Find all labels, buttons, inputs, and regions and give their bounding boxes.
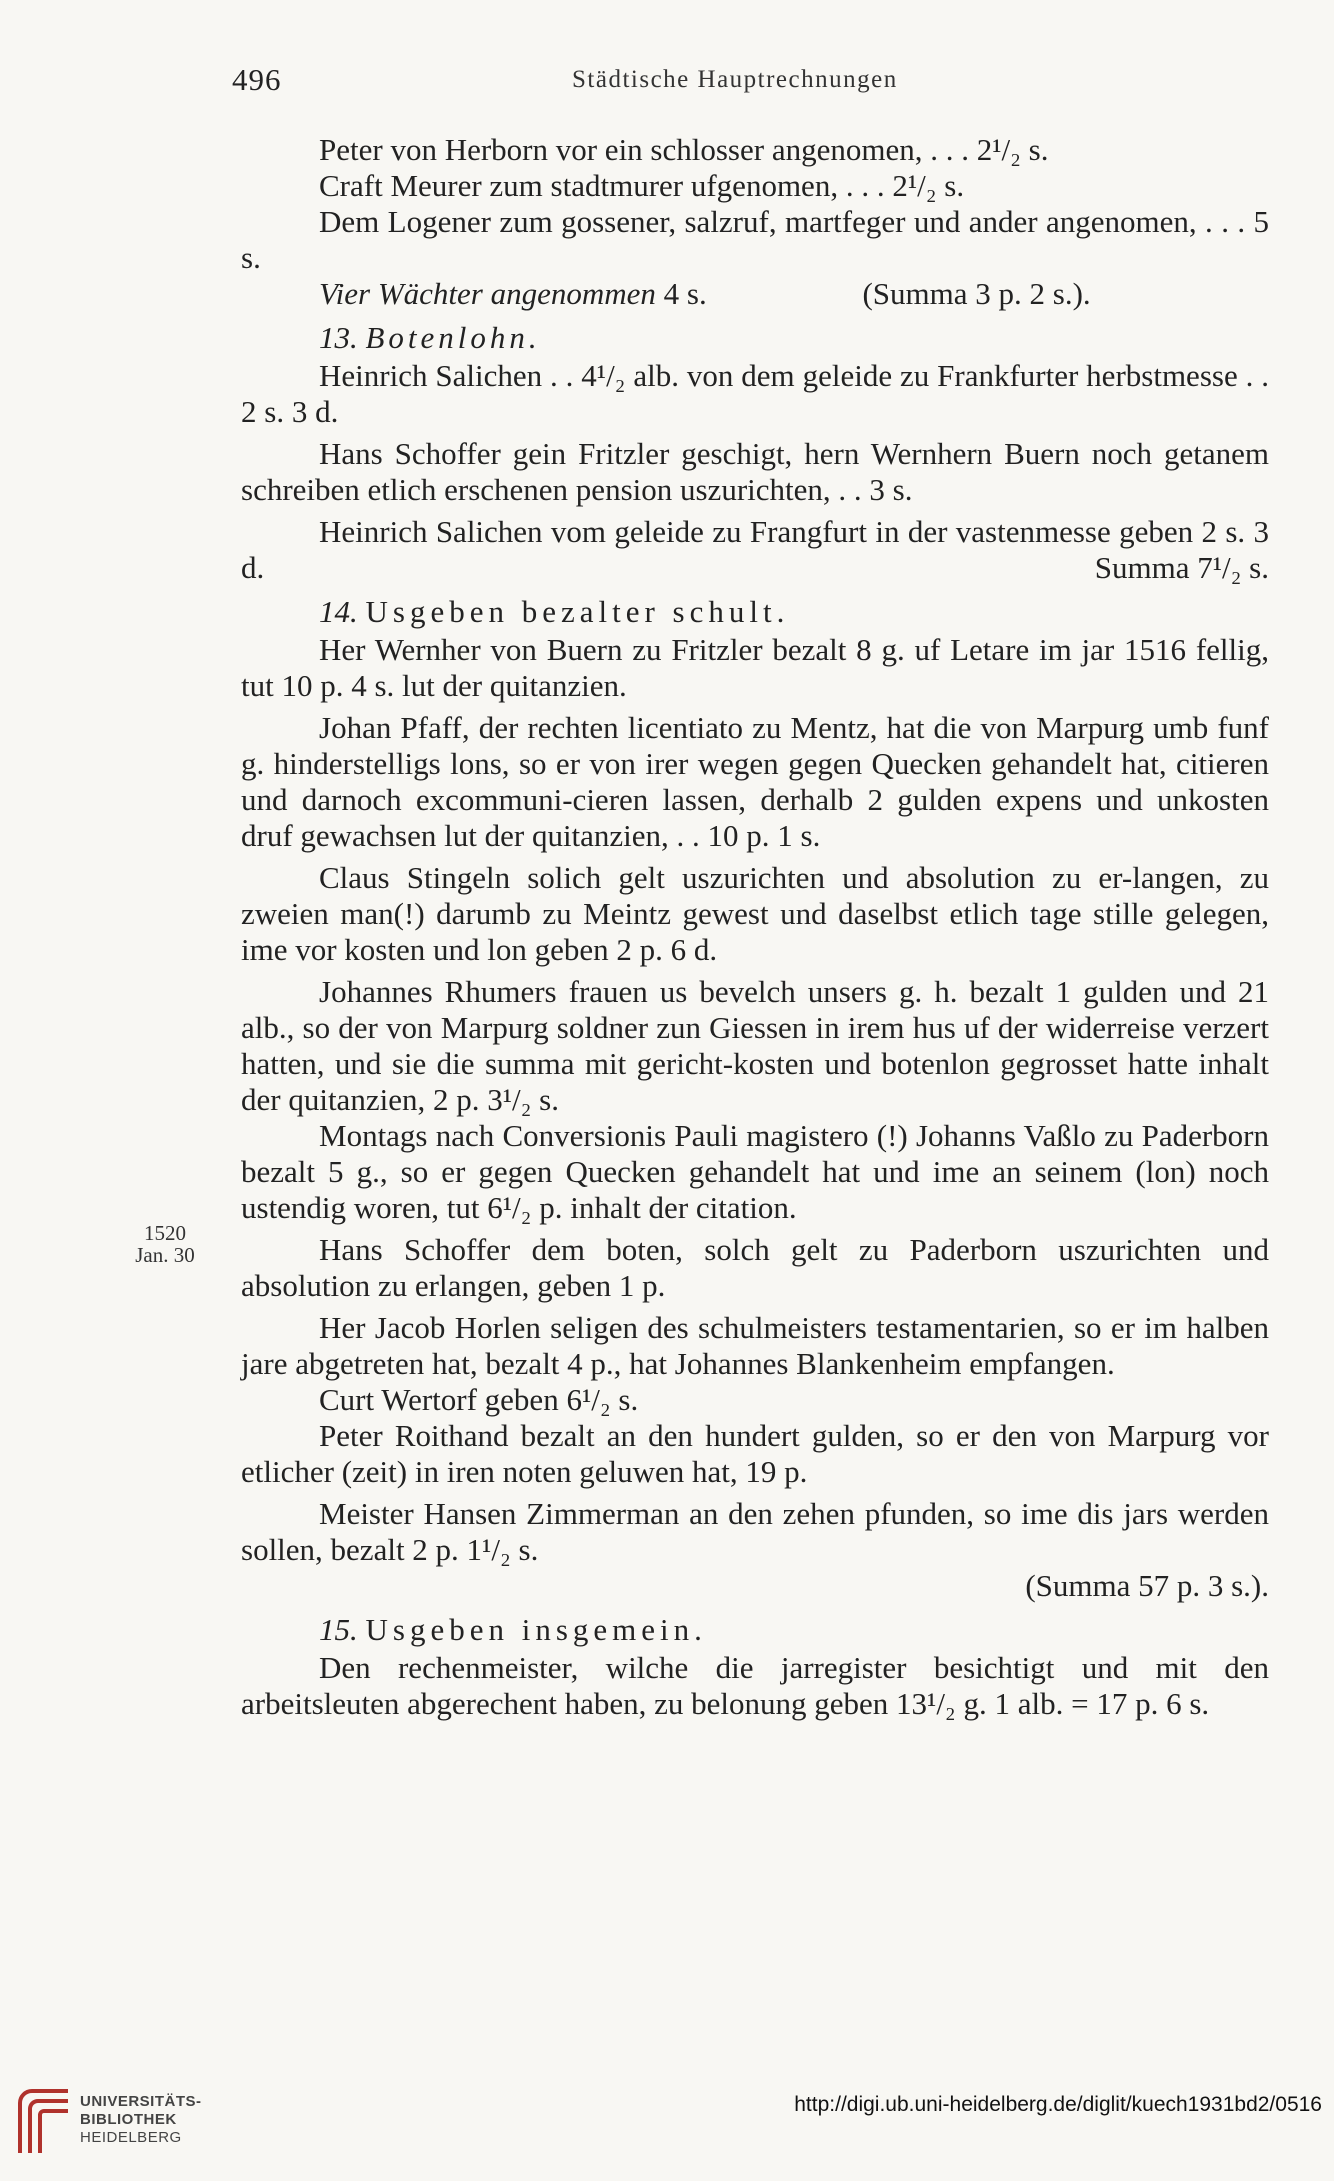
- section-number: 13.: [319, 320, 358, 355]
- source-url-link[interactable]: http://digi.ub.uni-heidelberg.de/diglit/kuech1931bd2/0516: [794, 2093, 1322, 2116]
- paragraph-text: Heinrich Salichen vom geleide zu Frangfurt in der vastenmesse geben 2 s. 3 d.: [241, 514, 1269, 585]
- running-title: Städtische Hauptrechnungen: [572, 66, 898, 93]
- paragraph: [241, 514, 1269, 586]
- library-name-line: UNIVERSITÄTS-: [80, 2093, 202, 2110]
- section-heading-13: [241, 320, 1269, 356]
- paragraph: Her Wernher von Buern zu Fritzler bezalt 8 g. uf Letare im jar 1516 fellig, tut 10 p. 4 s. lut der quitanzien.: [241, 632, 1269, 703]
- library-logo-icon: [14, 2087, 74, 2157]
- section-title: Usgeben insgemein.: [365, 1612, 707, 1647]
- section-title: Botenlohn.: [365, 320, 541, 355]
- margin-day: Jan. 30: [135, 1243, 195, 1267]
- paragraph: Peter von Herborn vor ein schlosser angenomen, . . . 2¹/₂ s.: [319, 132, 1049, 167]
- page-number: 496: [232, 62, 282, 97]
- section-title: Usgeben bezalter schult.: [365, 594, 790, 629]
- section-heading-14: [241, 594, 1269, 630]
- margin-date-note: [120, 1222, 210, 1266]
- paragraph: Claus Stingeln solich gelt uszurichten und absolution zu er-langen, zu zweien man(!) darumb zu Meintz gewest und daselbst etlich tage stille gelegen, ime vor kosten und lon geben 2 p. 6 d.: [241, 860, 1269, 967]
- paragraph: Her Jacob Horlen seligen des schulmeisters testamentarien, so er im halben jare abgetreten hat, bezalt 4 p., hat Johannes Blankenheim empfangen.: [241, 1310, 1269, 1381]
- paragraph: Hans Schoffer dem boten, solch gelt zu Paderborn uszurichten und absolution zu erlangen, geben 1 p.: [241, 1232, 1269, 1303]
- section-number: 15.: [319, 1612, 358, 1647]
- paragraph: Johannes Rhumers frauen us bevelch unsers g. h. bezalt 1 gulden und 21 alb., so der von Marpurg soldner zun Giessen in irem hus uf der widerreise verzert hatten, und sie die summa mit gericht-kosten und botenlon gegrosset hatte inhalt der quitanzien, 2 p. 3¹/₂ s.: [241, 974, 1269, 1117]
- page-footer: [0, 2085, 1334, 2165]
- paragraph: Hans Schoffer gein Fritzler geschigt, hern Wernhern Buern noch getanem schreiben etlich erschenen pension uszurichten, . . 3 s.: [241, 436, 1269, 507]
- summa: Summa 7¹/₂ s.: [1094, 550, 1269, 585]
- summa: (Summa 57 p. 3 s.).: [1025, 1568, 1269, 1603]
- paragraph: Dem Logener zum gossener, salzruf, martfeger und ander angenomen, . . . 5 s.: [241, 204, 1269, 275]
- body-text: [241, 132, 1269, 1722]
- paragraph: Curt Wertorf geben 6¹/₂ s.: [319, 1382, 639, 1417]
- summa: (Summa 3 p. 2 s.).: [862, 276, 1091, 311]
- paragraph: Peter Roithand bezalt an den hundert gulden, so er den von Marpurg vor etlicher (zeit) in iren noten geluwen hat, 19 p.: [241, 1418, 1269, 1489]
- paragraph: Meister Hansen Zimmerman an den zehen pfunden, so ime dis jars werden sollen, bezalt 2 p. 1¹/₂ s.: [241, 1496, 1269, 1567]
- paragraph: Den rechenmeister, wilche die jarregister besichtigt und mit den arbeitsleuten abgerechent haben, zu belonung geben 13¹/₂ g. 1 alb. = 17 p. 6 s.: [241, 1650, 1269, 1721]
- margin-year: 1520: [144, 1221, 186, 1245]
- paragraph: [241, 276, 1269, 312]
- paragraph: Johan Pfaff, der rechten licentiato zu Mentz, hat die von Marpurg umb funf g. hinderstelligs lons, so er von irer wegen gegen Quecken gehandelt hat, citieren und darnoch excommuni-cieren lassen, derhalb 2 gulden expens und unkosten druf gewachsen lut der quitanzien, . . 10 p. 1 s.: [241, 710, 1269, 853]
- paragraph: Craft Meurer zum stadtmurer ufgenomen, . . . 2¹/₂ s.: [319, 168, 965, 203]
- section-heading-15: [241, 1612, 1269, 1648]
- library-name-line: BIBLIOTHEK: [80, 2111, 177, 2128]
- amount: 4 s.: [663, 276, 707, 311]
- section-number: 14.: [319, 594, 358, 629]
- paragraph: Heinrich Salichen . . 4¹/₂ alb. von dem geleide zu Frankfurter herbstmesse . . 2 s. 3 d.: [241, 358, 1269, 429]
- paragraph: Montags nach Conversionis Pauli magistero (!) Johanns Vaßlo zu Paderborn bezalt 5 g., so er gegen Quecken gehandelt hat und ime an seinem (lon) noch ustendig woren, tut 6¹/₂ p. inhalt der citation.: [241, 1118, 1269, 1225]
- page-header: [232, 62, 1212, 102]
- library-name: [80, 2093, 202, 2147]
- library-name-line: HEIDELBERG: [80, 2129, 182, 2146]
- italic-phrase: Vier Wächter angenommen: [319, 276, 656, 311]
